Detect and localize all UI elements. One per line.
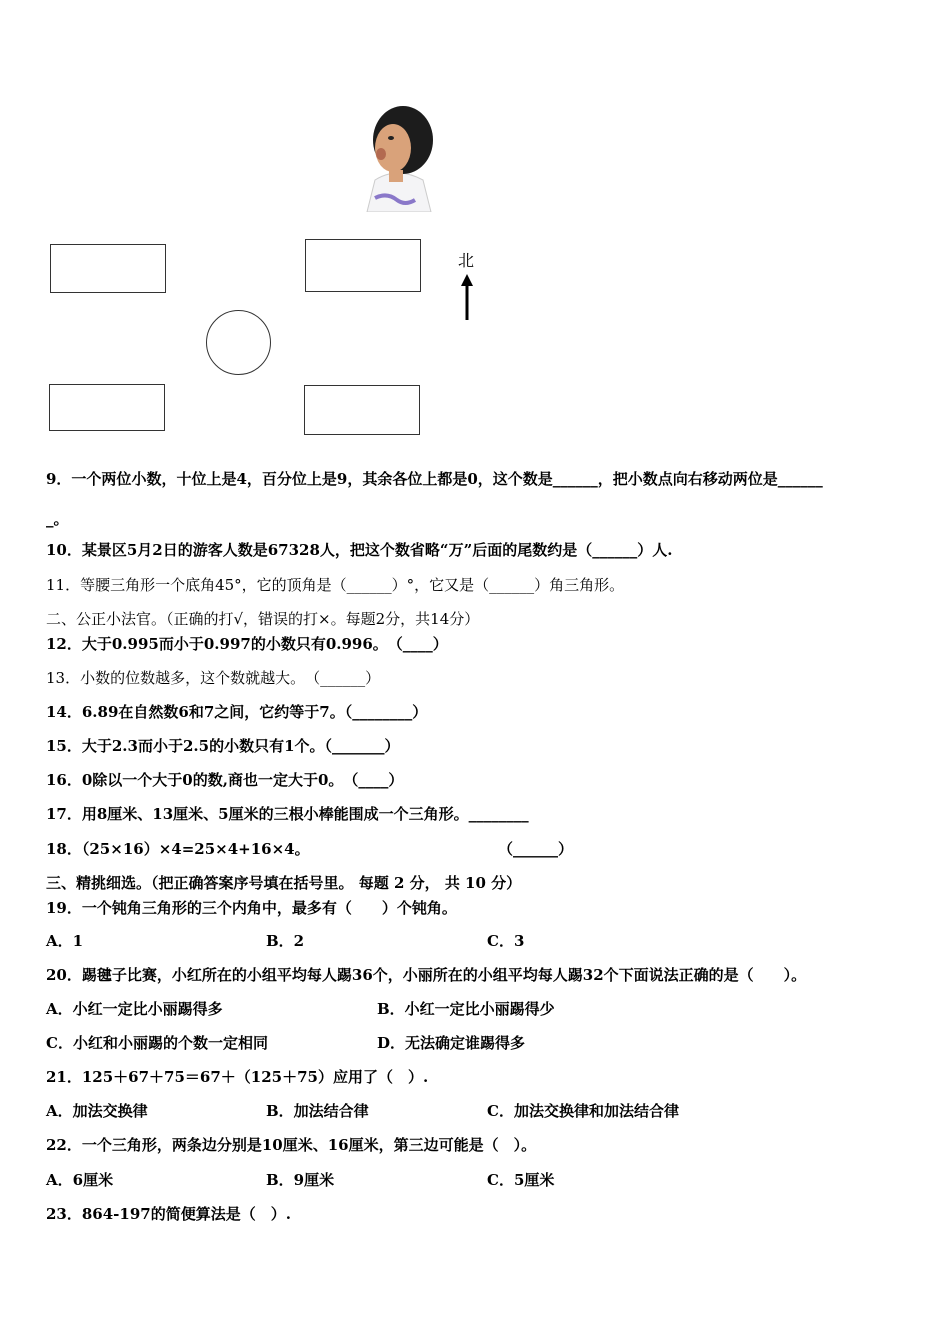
q21-option-a: A．加法交换律 — [46, 1102, 148, 1120]
question-13: 13．小数的位数越多，这个数就越大。 （______） — [46, 669, 381, 687]
boy-illustration — [345, 100, 450, 212]
q22-option-a: A．6厘米 — [46, 1171, 114, 1189]
question-9-line1: 9．一个两位小数，十位上是4，百分位上是9，其余各位上都是0，这个数是______，把小数点向右移动两位是______ — [46, 470, 823, 488]
question-19: 19．一个钝角三角形的三个内角中，最多有（ ）个钝角。 — [46, 899, 457, 917]
q20-option-a: A．小红一定比小丽踢得多 — [46, 1000, 223, 1018]
question-16: 16．0除以一个大于0的数,商也一定大于0。 （____） — [46, 771, 404, 789]
question-18: 18．（25×16）×4=25×4+16×4。 — [46, 840, 310, 858]
section-3-heading: 三、精挑细选。（把正确答案序号填在括号里。 每题 2 分， 共 10 分） — [46, 874, 522, 892]
map-box-top-right — [305, 239, 421, 292]
question-12: 12．大于0.995而小于0.997的小数只有0.996。 （____） — [46, 635, 448, 653]
map-box-top-left — [50, 244, 166, 293]
map-center-circle — [206, 310, 271, 375]
question-17: 17．用8厘米、13厘米、5厘米的三根小棒能围成一个三角形。________ — [46, 805, 529, 823]
question-10: 10．某景区5月2日的游客人数是67328人，把这个数省略“万”后面的尾数约是（______）人. — [46, 541, 673, 559]
question-20: 20．踢毽子比赛，小红所在的小组平均每人踢36个，小丽所在的小组平均每人踢32个下面说法正确的是（ ）。 — [46, 966, 807, 984]
north-arrow-icon — [460, 274, 474, 322]
question-14: 14．6.89在自然数6和7之间，它约等于7。（________） — [46, 703, 428, 721]
map-box-bottom-left — [49, 384, 165, 431]
question-18-answer: （______） — [498, 840, 574, 858]
q19-option-c: C．3 — [487, 932, 525, 950]
question-22: 22．一个三角形，两条边分别是10厘米、16厘米，第三边可能是（ ）。 — [46, 1136, 537, 1154]
question-11: 11．等腰三角形一个底角45°，它的顶角是（______）°，它又是（______）角三角形。 — [46, 576, 625, 594]
q20-option-d: D．无法确定谁踢得多 — [377, 1034, 526, 1052]
q22-option-b: B．9厘米 — [266, 1171, 335, 1189]
q21-option-c: C．加法交换律和加法结合律 — [487, 1102, 679, 1120]
q20-option-c: C．小红和小丽踢的个数一定相同 — [46, 1034, 268, 1052]
q21-option-b: B．加法结合律 — [266, 1102, 369, 1120]
q19-option-a: A．1 — [46, 932, 84, 950]
question-21: 21．125＋67＋75＝67＋（125＋75）应用了（ ）. — [46, 1068, 429, 1086]
question-9-line2: _。 — [46, 510, 69, 528]
question-23: 23．864-197的简便算法是（ ）. — [46, 1205, 291, 1223]
q20-option-b: B．小红一定比小丽踢得少 — [377, 1000, 555, 1018]
q19-option-b: B．2 — [266, 932, 305, 950]
north-label: 北 — [458, 251, 475, 270]
section-2-heading: 二、公正小法官。（正确的打√，错误的打×。每题2分，共14分） — [46, 610, 480, 628]
q22-option-c: C．5厘米 — [487, 1171, 555, 1189]
question-15: 15．大于2.3而小于2.5的小数只有1个。（_______） — [46, 737, 400, 755]
map-box-bottom-right — [304, 385, 420, 435]
